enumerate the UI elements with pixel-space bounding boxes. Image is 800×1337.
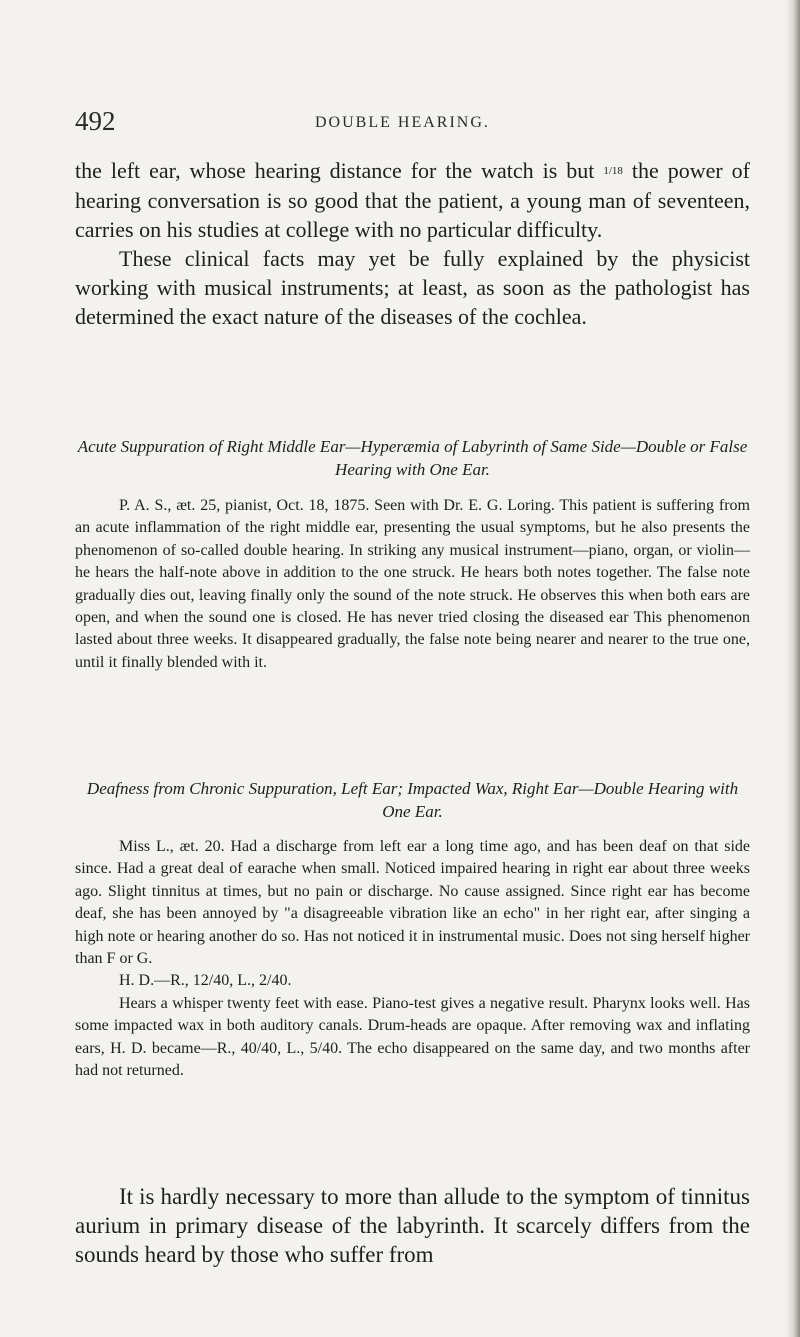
intro-paragraph-1: the left ear, whose hearing distance for the watch is but 1/18 the power of hearing conversation is so good that the patient, a young man of seventeen, carries on his studies at college with no particular difficulty. <box>75 158 750 242</box>
intro-section <box>75 156 750 331</box>
closing-paragraph: It is hardly necessary to more than allude to the symptom of tinnitus aurium in primary disease of the labyrinth. It scarcely differs from the sounds heard by those who suffer from <box>75 1184 750 1267</box>
page-edge-shadow <box>786 0 800 1337</box>
case-2-text-2: Hears a whisper twenty feet with ease. Piano-test gives a negative result. Pharynx looks well. Has some impacted wax in both auditory canals. Drum-heads are opaque. After removing wax and inflating ears, H. D. became—R., 40/40, L., 5/40. The echo disappeared on the same day, and two months after had not returned. <box>75 994 750 1080</box>
case-1-heading: Acute Suppuration of Right Middle Ear—Hyperæmia of Labyrinth of Same Side—Double or False Hearing with One Ear. <box>77 437 748 479</box>
case-2 <box>75 777 750 823</box>
running-title: DOUBLE HEARING. <box>315 114 490 131</box>
case-2-heading: Deafness from Chronic Suppuration, Left Ear; Impacted Wax, Right Ear—Double Hearing with One Ear. <box>86 779 739 821</box>
case-1 <box>75 435 750 481</box>
case-1-text: P. A. S., æt. 25, pianist, Oct. 18, 1875. Seen with Dr. E. G. Loring. This patient is suffering from an acute inflammation of the right middle ear, presenting the usual symptoms, but he also presents the phenomenon of so-called double hearing. In striking any musical instrument—piano, organ, or violin—he hears the half-note above in addition to the one struck. He hears both notes together. The false note gradually dies out, leaving finally only the sound of the note struck. He observes this when both ears are open, and when the sound one is closed. He has never tried closing the diseased ear This phenomenon lasted about three weeks. It disappeared gradually, the false note being nearer and nearer to the true one, until it finally blended with it. <box>75 497 750 671</box>
page-number: 492 <box>75 106 116 136</box>
case-2-body <box>75 836 750 1082</box>
case-2-text-1: Miss L., æt. 20. Had a discharge from left ear a long time ago, and has been deaf on that side since. Had a great deal of earache when small. Noticed impaired hearing in right ear about three weeks ago. Slight tinnitus at times, but no pain or discharge. No cause assigned. Since right ear has become deaf, she has been annoyed by "a disagreeable vibration like an echo" in her right ear, after singing a high note or hearing another do so. Has not noticed it in instrumental music. Does not sing herself higher than F or G. <box>75 838 750 968</box>
running-head <box>75 106 750 138</box>
fraction: 1/18 <box>603 165 623 177</box>
hearing-distance-line: H. D.—R., 12/40, L., 2/40. <box>119 972 292 990</box>
intro-paragraph-2: These clinical facts may yet be fully explained by the physicist working with musical instruments; at least, as soon as the pathologist has determined the exact nature of the diseases of the cochlea. <box>75 246 750 329</box>
case-1-body <box>75 495 750 674</box>
closing-section <box>75 1182 750 1269</box>
